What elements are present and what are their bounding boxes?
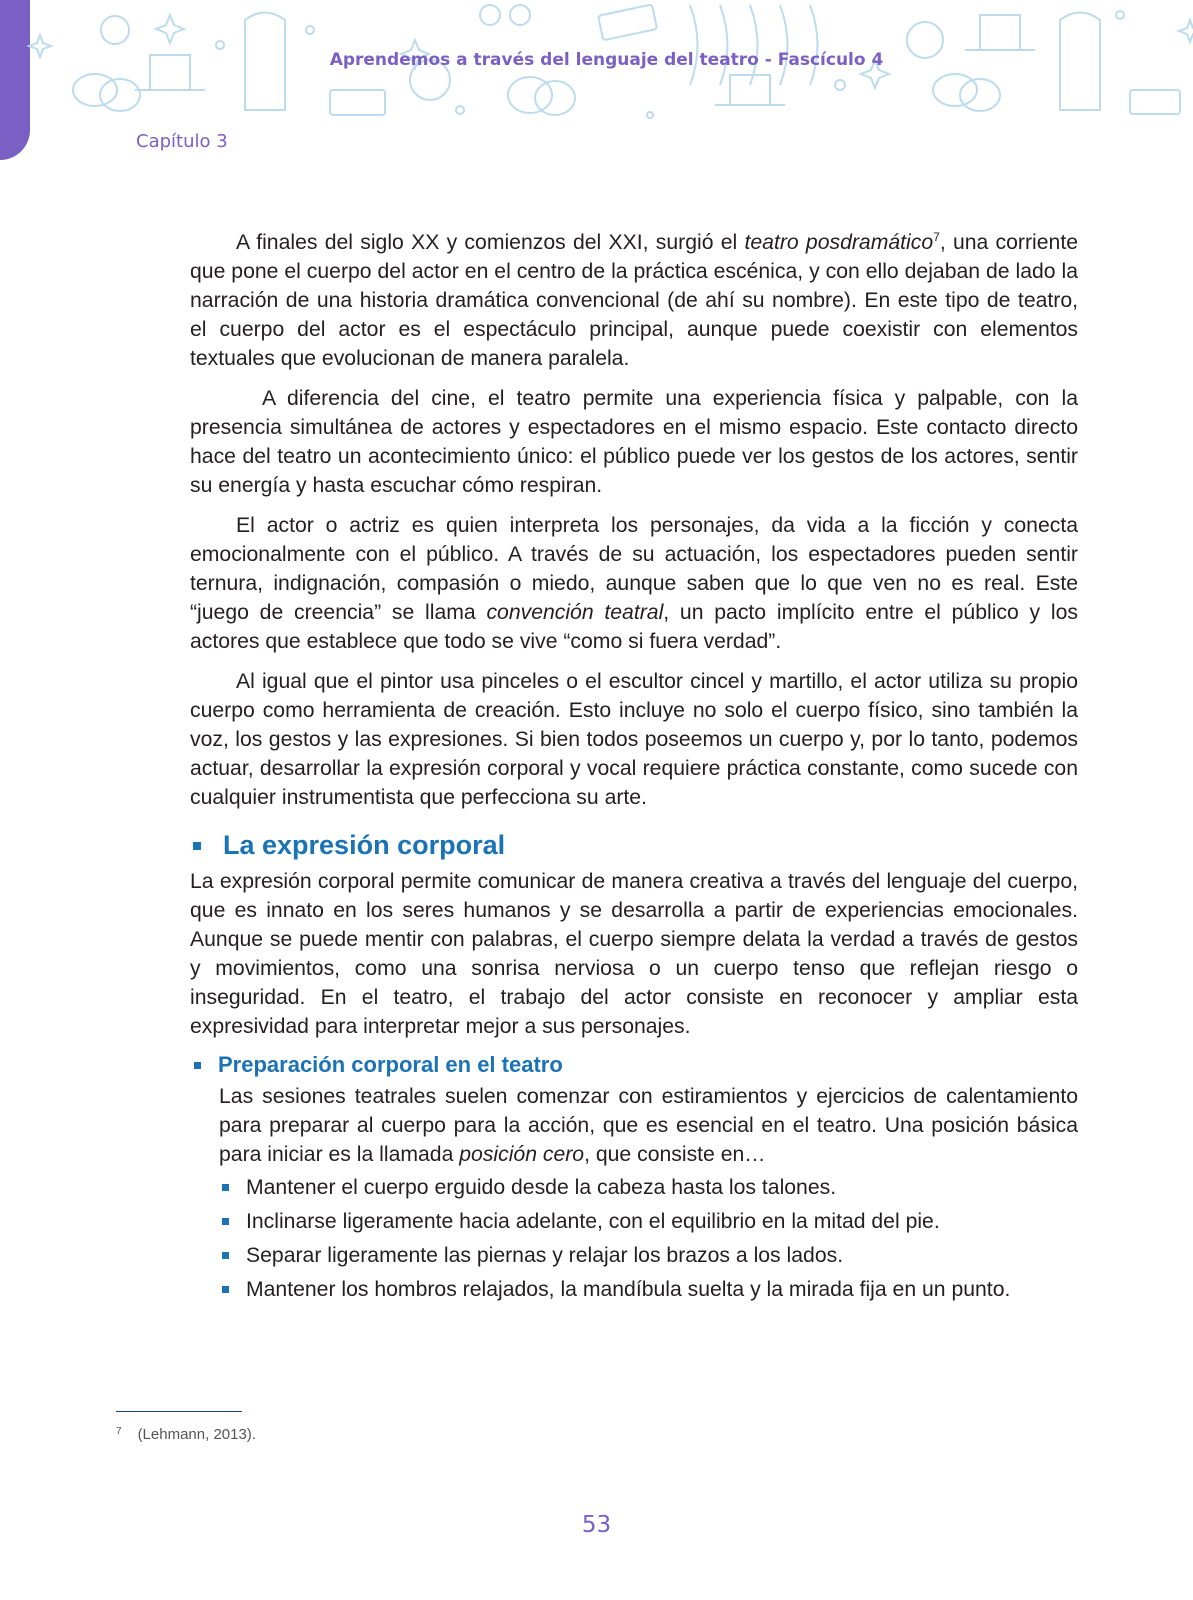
square-bullet-icon	[194, 1062, 201, 1069]
italic-term: teatro posdramático	[744, 231, 934, 254]
section-heading	[190, 830, 1078, 861]
list-item	[219, 1275, 1078, 1304]
subsection-heading	[190, 1052, 1078, 1078]
page-body	[190, 228, 1078, 1309]
text-run: , que consiste en…	[584, 1143, 766, 1166]
italic-term: posición cero	[459, 1143, 585, 1166]
paragraph-body-as-tool: Al igual que el pintor usa pinceles o el escultor cincel y martillo, el actor utiliza su propio cuerpo como herramienta de creación. Esto incluye no solo el cuerpo físico, sino también la voz, los gestos y las expresiones. Si bien todos poseemos un cuerpo y, por lo tanto, podemos actuar, desarrollar la expresión corporal y vocal requiere práctica constante, como sucede con cualquier instrumentista que perfecciona su arte.	[190, 670, 1078, 809]
paragraph-actor-role	[190, 511, 1078, 656]
list-item-text: Mantener los hombros relajados, la mandíbula suelta y la mirada fija en un punto.	[246, 1278, 1011, 1301]
text-run: A finales del siglo XX y comienzos del XXI, surgió el	[236, 231, 745, 254]
list-item	[219, 1241, 1078, 1270]
chapter-label: Capítulo 3	[136, 131, 228, 152]
list-item	[219, 1173, 1078, 1202]
bullet-list	[219, 1173, 1078, 1304]
square-bullet-icon	[222, 1184, 229, 1191]
square-bullet-icon	[222, 1252, 229, 1259]
page-number: 53	[581, 1512, 612, 1538]
footnote	[116, 1426, 256, 1443]
text-run: , una corriente que pone el cuerpo del actor en el centro de la práctica escénica, y con ello dejaban de lado la narración de una historia dramática convencional (de ahí su nombre). En este tipo de teatro, el cuerpo del actor es el espectáculo principal, aunque puede coexistir con elementos textuales que evolucionan de manera paralela.	[190, 231, 1078, 370]
subsection-body	[190, 1082, 1078, 1304]
italic-term: convención teatral	[486, 601, 664, 624]
footnote-number: 7	[116, 1426, 122, 1437]
fascicle-title: Aprendemos a través del lenguaje del teatro - Fascículo 4	[329, 50, 884, 70]
list-item	[219, 1207, 1078, 1236]
text-run: El actor o actriz es quien interpreta los personajes, da vida a la ficción y conecta emocionalmente con el público. A través de su actuación, los espectadores pueden sentir ternura, indignación, compasión o miedo, aunque saben que lo que ven no es real. Este “juego de creencia” se llama	[190, 514, 1078, 624]
section-heading-text: La expresión corporal	[223, 830, 506, 860]
square-bullet-icon	[193, 842, 201, 850]
subsection-heading-text: Preparación corporal en el teatro	[218, 1052, 563, 1077]
paragraph-body-expression: La expresión corporal permite comunicar de manera creativa a través del lenguaje del cuerpo, que es innato en los seres humanos y se desarrolla a partir de experiencias emocionales. Aunque se puede mentir con palabras, el cuerpo siempre delata la verdad a través de gestos y movimientos, como una sonrisa nerviosa o un cuerpo tenso que reflejan riesgo o inseguridad. En el teatro, el trabajo del actor consiste en reconocer y ampliar esta expresividad para interpretar mejor a sus personajes.	[190, 870, 1078, 1038]
paragraph-warmup	[219, 1082, 1078, 1169]
theater-doodle-banner	[20, 0, 1193, 140]
footnote-reference[interactable]: 7	[933, 229, 940, 244]
list-item-text: Separar ligeramente las piernas y relajar los brazos a los lados.	[246, 1244, 844, 1267]
paragraph-cinema-comparison: A diferencia del cine, el teatro permite una experiencia física y palpable, con la presencia simultánea de actores y espectadores en el mismo espacio. Este contacto directo hace del teatro un acontecimiento único: el público puede ver los gestos de los actores, sentir su energía y hasta escuchar cómo respiran.	[190, 387, 1078, 497]
footnote-text: (Lehmann, 2013).	[137, 1426, 256, 1443]
square-bullet-icon	[222, 1218, 229, 1225]
text-run: , un pacto implícito entre el público y los actores que establece que todo se vive “como si fuera verdad”.	[190, 601, 1078, 653]
footnote-separator	[116, 1411, 242, 1412]
paragraph-posdramatic	[190, 228, 1078, 373]
list-item-text: Inclinarse ligeramente hacia adelante, con el equilibrio en la mitad del pie.	[246, 1210, 940, 1233]
square-bullet-icon	[222, 1286, 229, 1293]
list-item-text: Mantener el cuerpo erguido desde la cabeza hasta los talones.	[246, 1176, 837, 1199]
text-run: Las sesiones teatrales suelen comenzar con estiramientos y ejercicios de calentamiento para preparar al cuerpo para la acción, que es esencial en el teatro. Una posición básica para iniciar es la llamada	[219, 1085, 1078, 1166]
